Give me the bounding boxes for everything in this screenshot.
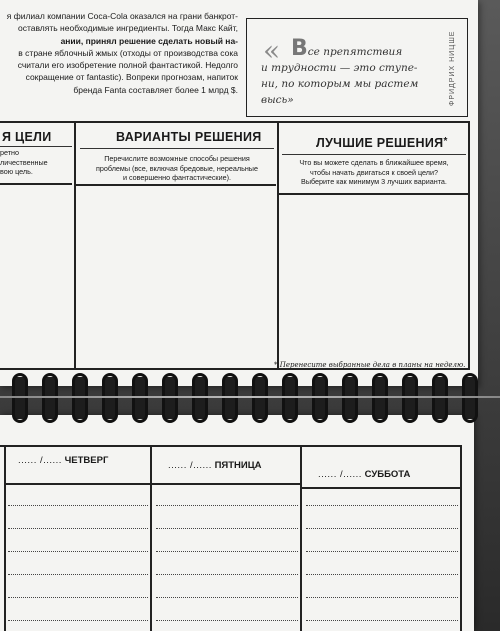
intro-line: считали его изобретение полной фантастикой. Недолго xyxy=(17,60,238,71)
date-placeholder: ...... /...... xyxy=(168,460,212,471)
day-header-saturday xyxy=(318,469,410,480)
spiral-binding xyxy=(0,368,500,428)
dotted-line xyxy=(8,505,148,506)
spiral-ring xyxy=(432,373,448,423)
header-bottom-line xyxy=(279,193,468,195)
footnote: * Перенесите выбранные дела в планы на неделю. xyxy=(274,361,466,369)
header-bottom-line xyxy=(76,184,276,186)
spiral-ring xyxy=(372,373,388,423)
spiral-ring xyxy=(312,373,328,423)
dotted-line xyxy=(8,620,148,621)
column-desc-goals: ретно личественные вою цель. xyxy=(0,148,48,176)
column-divider xyxy=(277,121,279,369)
day-name: ЧЕТВЕРГ xyxy=(64,455,109,466)
week-top-border xyxy=(0,445,462,447)
day-divider xyxy=(4,445,6,631)
spiral-ring xyxy=(12,373,28,423)
header-bottom-line xyxy=(0,183,72,185)
day-divider xyxy=(300,445,302,631)
dotted-line xyxy=(306,505,458,506)
day-header-thursday xyxy=(18,455,108,466)
column-title-options: ВАРИАНТЫ РЕШЕНИЯ xyxy=(116,130,262,144)
column-divider xyxy=(74,121,76,369)
dotted-line xyxy=(156,505,298,506)
spiral-ring xyxy=(192,373,208,423)
dotted-line xyxy=(8,597,148,598)
table-top-border xyxy=(0,121,470,123)
spiral-ring xyxy=(462,373,478,423)
dotted-line xyxy=(306,597,458,598)
spiral-ring xyxy=(72,373,88,423)
day-header-line xyxy=(152,483,300,485)
binding-wire xyxy=(0,396,500,398)
intro-line: сокращение от fantastic). Вопреки прогнозам, напиток xyxy=(25,72,238,83)
date-placeholder: ...... /...... xyxy=(18,455,62,466)
header-underline xyxy=(282,154,466,155)
table-right-border xyxy=(468,121,470,369)
quote-first: се препятствия xyxy=(307,46,403,58)
quote-text xyxy=(261,36,449,108)
spiral-ring xyxy=(162,373,178,423)
day-divider xyxy=(150,445,152,631)
day-header-line xyxy=(6,483,150,485)
header-underline xyxy=(0,146,72,147)
dotted-line xyxy=(156,551,298,552)
spiral-ring xyxy=(282,373,298,423)
footnote-star: * xyxy=(443,136,448,147)
day-name: СУББОТА xyxy=(364,469,411,480)
dotted-line xyxy=(306,551,458,552)
day-header-friday xyxy=(168,460,262,471)
lower-page xyxy=(0,415,474,631)
quote-box xyxy=(246,18,468,117)
dotted-line xyxy=(8,574,148,575)
column-title-best xyxy=(316,136,448,150)
dotted-line xyxy=(156,528,298,529)
column-title-goals: Я ЦЕЛИ xyxy=(2,130,52,144)
column-desc-best: Что вы можете сделать в ближайшее время, чтобы начать двигаться к своей цели? Выберите как минимум 3 лучших варианта. xyxy=(299,158,449,186)
dotted-line xyxy=(156,620,298,621)
dotted-line xyxy=(156,574,298,575)
intro-line: в стране яблочный жмых (отходы от производства сока xyxy=(18,47,238,58)
quote-rest: и трудности — это ступе- ни, по которым мы растем высь» xyxy=(261,62,419,106)
spiral-ring xyxy=(102,373,118,423)
column-desc-options: Перечислите возможные способы решения проблемы (все, включая бредовые, нереальные и совершенно фантастические). xyxy=(96,154,258,182)
header-underline xyxy=(80,148,274,149)
dotted-line xyxy=(8,528,148,529)
intro-line: оставлять необходимые ингредиенты. Тогда Макс Кайт, xyxy=(17,23,238,34)
day-header-line xyxy=(302,487,460,489)
dotted-line xyxy=(306,620,458,621)
spiral-ring xyxy=(132,373,148,423)
quote-author: ФРИДРИХ НИЦШЕ xyxy=(449,30,456,106)
week-right-border xyxy=(460,445,462,631)
dotted-line xyxy=(156,597,298,598)
intro-line: бренда Fanta составляет более 1 млрд $. xyxy=(73,84,238,95)
dotted-line xyxy=(8,551,148,552)
dotted-line xyxy=(306,574,458,575)
dotted-line xyxy=(306,528,458,529)
column-title-best-text: ЛУЧШИЕ РЕШЕНИЯ xyxy=(316,136,444,150)
intro-line: я филиал компании Coca-Cola оказался на грани банкрот- xyxy=(6,11,238,21)
quote-capital: В xyxy=(291,36,308,61)
intro-line-bold: ании, принял решение сделать новый на- xyxy=(60,35,238,46)
spiral-ring xyxy=(222,373,238,423)
date-placeholder: ...... /...... xyxy=(318,469,362,480)
spiral-ring xyxy=(252,373,268,423)
day-name: ПЯТНИЦА xyxy=(214,460,262,471)
spiral-ring xyxy=(342,373,358,423)
spiral-ring xyxy=(42,373,58,423)
intro-text xyxy=(0,0,244,96)
spiral-ring xyxy=(402,373,418,423)
quote-mark-icon: « xyxy=(263,34,281,67)
